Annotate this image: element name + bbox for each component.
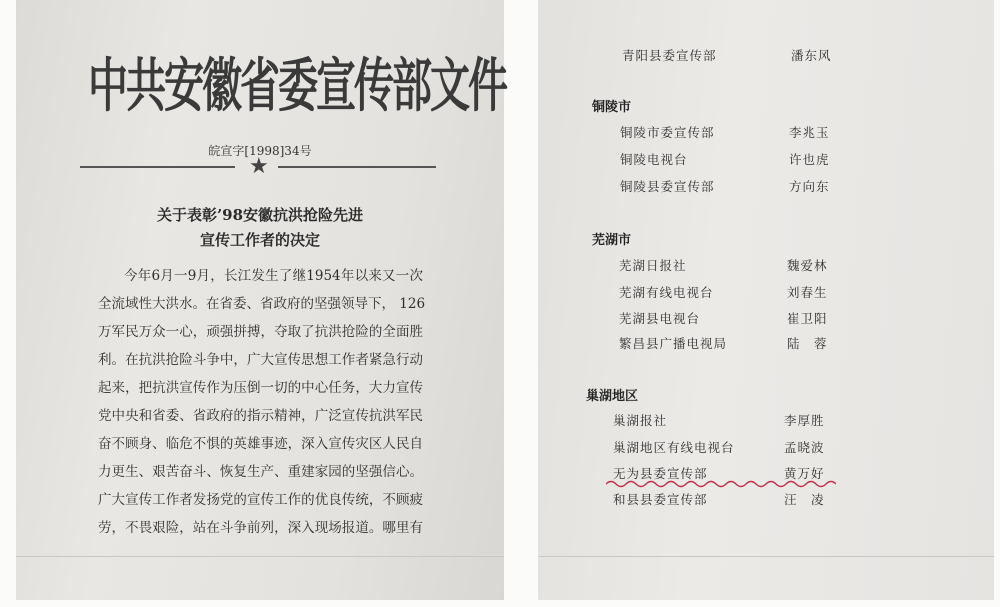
entry-name: 许也虎 [789, 152, 830, 167]
body-line: 党中央和省委、省政府的指示精神，广泛宣传抗洪军民 [98, 408, 423, 424]
body-line: 利。在抗洪抢险斗争中，广大宣传思想工作者紧急行动 [98, 352, 423, 368]
entry-org: 巢湖地区有线电视台 [613, 440, 735, 455]
entry-name: 李兆玉 [789, 125, 830, 140]
body-line: 劳，不畏艰险，站在斗争前列，深入现场报道。哪里有 [98, 520, 423, 536]
entry-name: 魏爱林 [787, 258, 828, 273]
star-icon: ★ [249, 154, 269, 179]
entry-org: 芜湖有线电视台 [619, 285, 714, 300]
document-masthead: 中共安徽省委宣传部文件 [88, 53, 506, 120]
decision-heading-line-2: 宣传工作者的决定 [199, 231, 320, 249]
entry-name: 黄万好 [784, 466, 825, 481]
page-edge-line [16, 556, 504, 557]
entry-org: 无为县委宣传部 [613, 466, 708, 481]
body-line: 全流域性大洪水。在省委、省政府的坚强领导下， 126 [98, 296, 426, 312]
region-heading: 铜陵市 [592, 100, 632, 115]
left-document-page [16, 0, 504, 600]
entry-name: 方向东 [789, 179, 830, 194]
body-line: 力更生、艰苦奋斗、恢复生产、重建家园的坚强信心。 [98, 464, 423, 480]
entry-org: 芜湖县电视台 [619, 311, 701, 326]
entry-org: 繁昌县广播电视局 [619, 336, 728, 351]
body-line: 万军民万众一心，顽强拼搏，夺取了抗洪抢险的全面胜 [98, 324, 423, 340]
entry-name: 潘东风 [791, 48, 832, 63]
region-heading: 芜湖市 [592, 233, 632, 248]
body-line: 奋不顾身、临危不惧的英雄事迹，深入宣传灾区人民自 [98, 436, 423, 452]
page-edge-line [538, 556, 994, 557]
masthead-rule-right [278, 166, 436, 168]
body-line: 广大宣传工作者发扬党的宣传工作的优良传统，不顾疲 [98, 492, 423, 508]
entry-org: 和县县委宣传部 [613, 492, 708, 507]
entry-name: 崔卫阳 [787, 311, 828, 326]
entry-org: 芜湖日报社 [619, 258, 687, 273]
entry-org: 铜陵县委宣传部 [620, 179, 715, 194]
entry-name: 孟晓波 [784, 440, 825, 455]
body-line: 今年6月一9月，长江发生了继1954年以来又一次 [124, 268, 423, 284]
masthead-rule-left [80, 166, 235, 168]
red-wavy-underline [606, 478, 836, 492]
right-document-page [538, 0, 994, 600]
body-line: 起来，把抗洪宣传作为压倒一切的中心任务，大力宣传 [98, 380, 423, 396]
entry-name: 陆 蓉 [787, 336, 828, 351]
entry-org: 巢湖报社 [613, 413, 668, 428]
entry-org: 铜陵电视台 [620, 152, 688, 167]
entry-org: 铜陵市委宣传部 [620, 125, 715, 140]
entry-name: 汪 凌 [784, 492, 825, 507]
region-heading: 巢湖地区 [586, 389, 639, 404]
entry-org: 青阳县委宣传部 [622, 48, 717, 63]
document-number: 皖宣字[1998]34号 [208, 144, 312, 158]
entry-name: 刘春生 [787, 285, 828, 300]
entry-name: 李厚胜 [784, 413, 825, 428]
decision-heading-line-1: 关于表彰’98安徽抗洪抢险先进 [156, 206, 364, 224]
